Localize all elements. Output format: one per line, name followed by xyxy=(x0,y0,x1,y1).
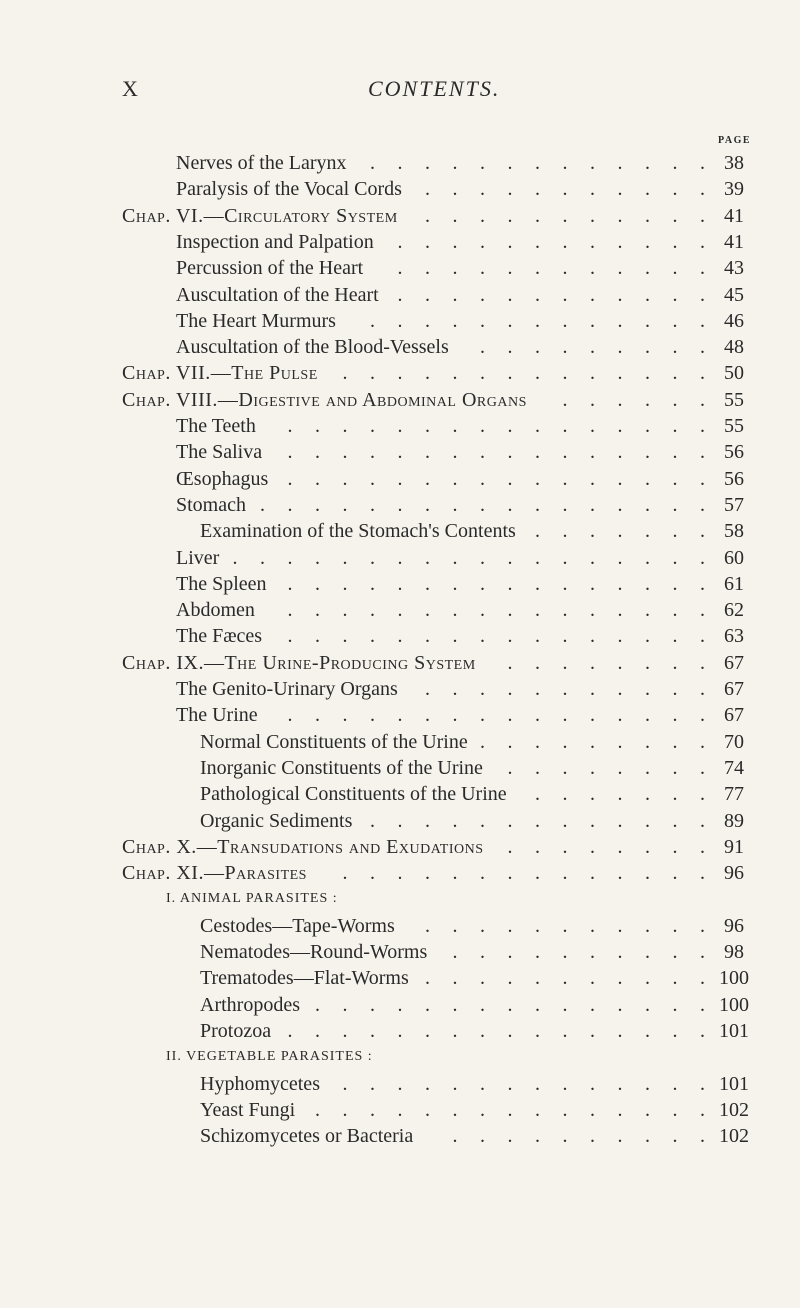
toc-entry-page: 101 xyxy=(719,1072,749,1095)
toc-entry: Nematodes—Round-Worms . . . . . . . . . . 98 xyxy=(0,939,800,965)
toc-entry xyxy=(0,886,800,912)
toc-entry: Abdomen . . . . . . . . . . . . . . . . 62 xyxy=(0,597,800,623)
toc-entry-page: 100 xyxy=(719,967,749,990)
toc-entry-title: Percussion of the Heart xyxy=(176,257,364,280)
toc-entry: The Urine . . . . . . . . . . . . . . . . 67 xyxy=(0,702,800,728)
toc-entry-title: The Saliva xyxy=(176,441,263,464)
toc-entry-title: Stomach xyxy=(176,493,246,516)
toc-entry-page: 56 xyxy=(724,441,744,464)
toc-entry-page: 91 xyxy=(724,835,744,858)
toc-entry: The Fæces . . . . . . . . . . . . . . . . 63 xyxy=(0,623,800,649)
toc-entry: Paralysis of the Vocal Cords . . . . . . . . . . . 39 xyxy=(0,176,800,202)
toc-entry: The Heart Murmurs . . . . . . . . . . . . . 46 xyxy=(0,308,800,334)
toc-entry-title: Chap. XI.—Parasites xyxy=(122,862,307,885)
toc-entry-title: Examination of the Stomach's Contents xyxy=(200,520,516,543)
toc-entry-page: 55 xyxy=(724,415,744,437)
toc-entry-page: 70 xyxy=(724,730,744,753)
toc-entry: Œsophagus . . . . . . . . . . . . . . . . 56 xyxy=(0,466,800,492)
toc-entry: Yeast Fungi . . . . . . . . . . . . . . . 102 xyxy=(0,1097,800,1123)
toc-entry-title: Chap. IX.—The Urine-Producing System xyxy=(122,651,476,674)
toc-entry-page: 67 xyxy=(724,704,744,727)
toc-entry-page: 63 xyxy=(724,625,744,648)
toc-entry: Schizomycetes or Bacteria . . . . . . . . . . 102 xyxy=(0,1123,800,1149)
toc-entry: Arthropodes . . . . . . . . . . . . . . . 100 xyxy=(0,992,800,1018)
toc-entry-page: 58 xyxy=(724,520,744,543)
toc-entry-page: 102 xyxy=(719,1098,749,1121)
toc-entry: Trematodes—Flat-Worms . . . . . . . . . . . 100 xyxy=(0,965,800,991)
toc-entry-page: 62 xyxy=(724,599,744,622)
page-number: X xyxy=(122,76,139,101)
toc-entry-page: 61 xyxy=(724,572,744,595)
toc-entry-page: 50 xyxy=(724,362,744,385)
toc-entry xyxy=(0,1044,800,1070)
toc-entry-page: 98 xyxy=(724,941,744,963)
toc-entry: Chap. XI.—Parasites . . . . . . . . . . . . . . 96 xyxy=(0,860,800,886)
toc-entry-page: 48 xyxy=(724,336,744,359)
toc-entry-title: Arthropodes xyxy=(200,993,300,1016)
toc-entry: The Teeth . . . . . . . . . . . . . . . . 55 xyxy=(0,413,800,439)
toc-entry: Examination of the Stomach's Contents . . . . . . . 58 xyxy=(0,518,800,544)
toc-entry-title: Schizomycetes or Bacteria xyxy=(200,1125,414,1148)
toc-entry: The Saliva . . . . . . . . . . . . . . . . 56 xyxy=(0,439,800,465)
toc-entry: Normal Constituents of the Urine . . . . . . . . . 70 xyxy=(0,729,800,755)
toc-entry-page: 74 xyxy=(724,756,744,779)
toc-entry-title: Chap. X.—Transudations and Exudations xyxy=(122,835,484,858)
toc-entry-title: The Heart Murmurs xyxy=(176,309,336,332)
toc-entry: Cestodes—Tape-Worms . . . . . . . . . . . 96 xyxy=(0,913,800,939)
toc-entry: Chap. VIII.—Digestive and Abdominal Organs . . . . . . 55 xyxy=(0,387,800,413)
toc-entry-title: The Fæces xyxy=(176,625,263,648)
toc-entry-page: 56 xyxy=(724,467,744,490)
toc-entry: Chap. VI.—Circulatory System . . . . . . . . . . . 41 xyxy=(0,203,800,229)
toc-entry: Inorganic Constituents of the Urine . . . . . . . . 74 xyxy=(0,755,800,781)
toc-entry: Chap. X.—Transudations and Exudations . . . . . . . . 91 xyxy=(0,834,800,860)
toc-entry-title: Liver xyxy=(176,546,220,569)
toc-entry-title: Nerves of the Larynx xyxy=(176,152,347,174)
toc-entry-title: Inspection and Palpation xyxy=(176,230,374,253)
toc-entry-title: Yeast Fungi xyxy=(200,1098,296,1121)
toc-entry: Protozoa . . . . . . . . . . . . . . . . 101 xyxy=(0,1018,800,1044)
toc-entry-title: Abdomen xyxy=(176,599,255,622)
toc-entry-title: Normal Constituents of the Urine xyxy=(200,730,468,753)
toc-entry-title: Nematodes—Round-Worms xyxy=(200,941,428,963)
toc-entry-page: 96 xyxy=(724,862,744,885)
toc-entry-title: Auscultation of the Heart xyxy=(176,283,379,306)
toc-entry-page: 89 xyxy=(724,809,744,832)
toc-entry-page: 55 xyxy=(724,388,744,411)
toc-entry-page: 60 xyxy=(724,546,744,569)
toc-entry-title: The Genito-Urinary Organs xyxy=(176,678,398,700)
toc-entry-title: The Spleen xyxy=(176,572,267,595)
toc-entry: Nerves of the Larynx . . . . . . . . . . . . . 38 xyxy=(0,150,800,176)
toc-entry-title: Hyphomycetes xyxy=(200,1072,320,1095)
toc-entry: Auscultation of the Heart . . . . . . . . . . . . 45 xyxy=(0,282,800,308)
toc-entry: Organic Sediments . . . . . . . . . . . . . 89 xyxy=(0,808,800,834)
toc-entry-page: 67 xyxy=(724,678,744,700)
toc-entry: The Spleen . . . . . . . . . . . . . . . . 61 xyxy=(0,571,800,597)
toc-entry-page: 41 xyxy=(724,204,744,227)
toc-entry-title: Chap. VIII.—Digestive and Abdominal Organs xyxy=(122,388,527,411)
toc-entry: Chap. IX.—The Urine-Producing System . . . . . . . . 67 xyxy=(0,650,800,676)
toc-entry-title: Organic Sediments xyxy=(200,809,353,832)
toc-entry: Chap. VII.—The Pulse . . . . . . . . . . . . . . 50 xyxy=(0,360,800,386)
toc-entry: Stomach . . . . . . . . . . . . . . . . . 57 xyxy=(0,492,800,518)
toc-entry: Liver . . . . . . . . . . . . . . . . . . 60 xyxy=(0,545,800,571)
toc-entry-page: 77 xyxy=(724,783,744,806)
toc-entry-title: Trematodes—Flat-Worms xyxy=(200,967,409,990)
toc-entry-title: Pathological Constituents of the Urine xyxy=(200,783,507,806)
toc-entry-title: The Urine xyxy=(176,704,258,727)
toc-entry: Inspection and Palpation . . . . . . . . . . . . 41 xyxy=(0,229,800,255)
toc-entry-page: 41 xyxy=(724,230,744,253)
toc-entry: Pathological Constituents of the Urine . . . . . . . 77 xyxy=(0,781,800,807)
toc-entry-page: 100 xyxy=(719,993,749,1016)
toc-entry-title: II. VEGETABLE PARASITES : xyxy=(166,1049,373,1065)
toc-entry: Percussion of the Heart . . . . . . . . . . . . 43 xyxy=(0,255,800,281)
page-header xyxy=(0,76,800,106)
toc-entry-title: Chap. VII.—The Pulse xyxy=(122,362,318,385)
toc-entry-page: 67 xyxy=(724,651,744,674)
toc-entry-page: 96 xyxy=(724,914,744,937)
toc-entry-title: Cestodes—Tape-Worms xyxy=(200,914,395,937)
toc-entry-page: 101 xyxy=(719,1019,749,1042)
toc-entry-title: Chap. VI.—Circulatory System xyxy=(122,204,398,227)
toc-entry-title: Paralysis of the Vocal Cords xyxy=(176,178,402,201)
toc-entry-title: Auscultation of the Blood-Vessels xyxy=(176,336,449,359)
toc-entry-page: 57 xyxy=(724,493,744,516)
page-column-label: PAGE xyxy=(718,135,752,146)
toc-entry-page: 102 xyxy=(719,1125,749,1148)
toc-entry-title: Inorganic Constituents of the Urine xyxy=(200,756,483,779)
toc-entry-title: I. ANIMAL PARASITES : xyxy=(166,891,338,907)
toc-entry-page: 45 xyxy=(724,283,744,306)
toc-entry-page: 39 xyxy=(724,178,744,201)
toc-entry: Auscultation of the Blood-Vessels . . . . . . . . . 48 xyxy=(0,334,800,360)
toc-entry-title: The Teeth xyxy=(176,415,256,437)
toc-entry: Hyphomycetes . . . . . . . . . . . . . . 101 xyxy=(0,1071,800,1097)
toc-entry-title: Protozoa xyxy=(200,1019,272,1042)
toc-entry-page: 46 xyxy=(724,309,744,332)
toc-entry: The Genito-Urinary Organs . . . . . . . . . . . 67 xyxy=(0,676,800,702)
toc-entry-page: 38 xyxy=(724,152,744,174)
running-title: CONTENTS. xyxy=(368,76,501,101)
toc-entry-title: Œsophagus xyxy=(176,467,269,490)
toc-entry-page: 43 xyxy=(724,257,744,280)
